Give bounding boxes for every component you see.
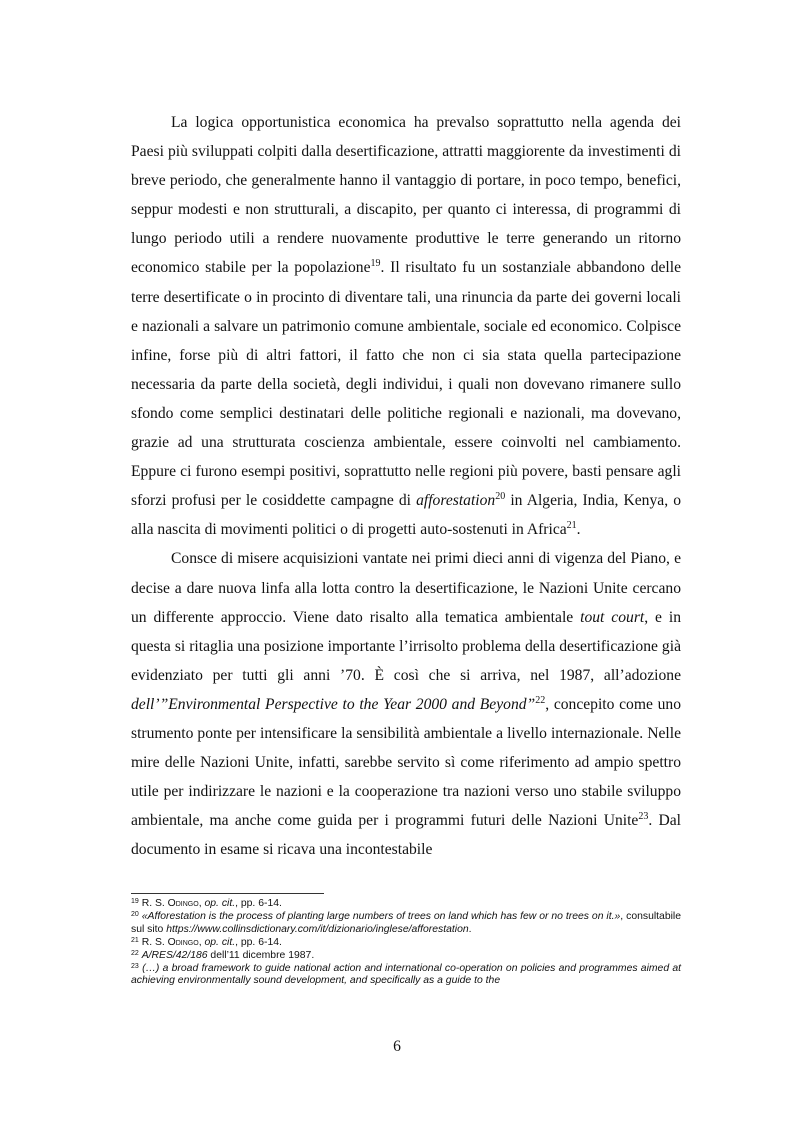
footnotes bbox=[131, 898, 681, 988]
footnote-number: 20 bbox=[131, 910, 139, 918]
footnote-number: 22 bbox=[131, 949, 139, 957]
paragraph-2 bbox=[131, 544, 681, 864]
footnote-url-link[interactable]: https://www.collinsdictionary.com/it/dizionario/inglese/afforestation bbox=[166, 923, 469, 935]
p1-text-3: in Algeria, India, Kenya, o alla nascita di movimenti politici o di progetti auto-sostenuti in Africa bbox=[131, 492, 681, 539]
p1-text-1: La logica opportunistica economica ha prevalso soprattutto nella agenda dei Paesi più sviluppati colpiti dalla desertificazione, attratti maggiorente da investimenti di breve periodo, che generalmente hanno il vantaggio di portare, in poco tempo, benefici, seppur modesti e non strutturali, a discapito, per quanto ci interessa, di programmi di lungo periodo utili a rendere nuovamente produttive le terre generando un ritorno economico stabile per la popolazione bbox=[131, 114, 681, 277]
footnote-pages: , pp. 6-14. bbox=[235, 936, 282, 948]
footnote-ref-19[interactable]: 19 bbox=[370, 258, 381, 270]
p2-text-1: Consce di misere acquisizioni vantate nei primi dieci anni di vigenza del Piano, e decise a dare nuova linfa alla lotta contro la desertificazione, le Nazioni Unite cercano un differente approccio. Viene dato risalto alla tematica ambientale bbox=[131, 550, 681, 626]
footnote-separator bbox=[131, 893, 324, 894]
footnote-23 bbox=[131, 963, 681, 989]
footnote-22 bbox=[131, 950, 681, 963]
footnote-ref-20[interactable]: 20 bbox=[495, 491, 506, 503]
footnote-separator-text: , bbox=[198, 936, 205, 948]
paragraph-1 bbox=[131, 108, 681, 544]
p2-italic-tout-court: tout court bbox=[580, 608, 645, 626]
footnote-separator-text: , bbox=[198, 898, 205, 909]
footnote-quote: (…) a broad framework to guide national action and international co-operation on policies and programmes aimed at achieving environmentally sound development, and specifically as a guide to the bbox=[131, 962, 682, 987]
footnote-doc-code: A/RES/42/186 bbox=[141, 949, 208, 961]
footnote-ref-22[interactable]: 22 bbox=[535, 694, 546, 706]
footnote-20 bbox=[131, 911, 681, 937]
footnote-19 bbox=[131, 898, 681, 911]
footnote-ref-italic: op. cit. bbox=[204, 898, 236, 909]
footnote-pages: , pp. 6-14. bbox=[235, 898, 282, 909]
footnote-author-last: Odingo bbox=[167, 898, 199, 909]
footnote-quote: «Afforestation is the process of planting large numbers of trees on land which has few or no trees on it.» bbox=[141, 910, 621, 922]
p1-italic-afforestation: afforestation bbox=[416, 492, 496, 510]
footnote-author-first: R. S. bbox=[141, 936, 168, 948]
p2-text-2: , e in questa si ritaglia una posizione importante l’irrisolto problema della desertificazione già evidenziato per tutti gli anni ’70. È così che si arriva, nel 1987, all’adozione bbox=[131, 608, 682, 684]
footnote-number: 21 bbox=[131, 936, 139, 944]
footnote-ref-italic: op. cit. bbox=[204, 936, 236, 948]
footnote-21 bbox=[131, 937, 681, 950]
p1-text-2: . Il risultato fu un sostanziale abbandono delle terre desertificate o in procinto di diventare tali, una rinuncia da parte dei governi locali e nazionali a salvare un patrimonio comune ambientale, sociale ed economico. Colpisce infine, forse più di altri fattori, il fatto che non ci sia stata quella partecipazione necessaria da parte della società, degli individui, i quali non dovevano rimanere sullo sfondo come semplici destinatari delle politiche regionali e nazionali, ma dovevano, grazie ad una strutturata coscienza ambientale, essere coinvolti nel cambiamento. Eppure ci furono esempi positivi, soprattutto nelle regioni più povere, basti pensare agli sforzi profusi per le cosiddette campagne di bbox=[131, 259, 681, 510]
page-number: 6 bbox=[393, 1038, 401, 1055]
p1-text-4: . bbox=[576, 521, 581, 539]
footnote-ref-21[interactable]: 21 bbox=[566, 520, 577, 532]
p2-text-3: , concepito come uno strumento ponte per intensificare la sensibilità ambientale a livello internazionale. Nelle mire delle Nazioni Unite, infatti, sarebbe servito sì come riferimento ad ampio spettro utile per indirizzare le nazioni e la cooperazione tra nazioni verso uno stabile sviluppo ambientale, ma anche come guida per i programmi futuri delle Nazioni Unite bbox=[131, 695, 681, 830]
footnote-number: 23 bbox=[131, 962, 139, 970]
footnote-ref-23[interactable]: 23 bbox=[638, 811, 649, 823]
footnote-number: 19 bbox=[131, 898, 139, 905]
footnote-author-first: R. S. bbox=[141, 898, 168, 909]
p2-text-4: . Dal documento in esame si ricava una incontestabile bbox=[131, 812, 682, 859]
footnote-author-last: Odingo bbox=[167, 936, 199, 948]
footnote-text-end: . bbox=[468, 923, 472, 935]
p2-italic-title: dell’”Environmental Perspective to the Year 2000 and Beyond” bbox=[131, 695, 536, 713]
footnote-text: , consultabile sul sito bbox=[131, 910, 681, 935]
body-text bbox=[131, 108, 681, 864]
footnote-text: dell’11 dicembre 1987. bbox=[207, 949, 315, 961]
